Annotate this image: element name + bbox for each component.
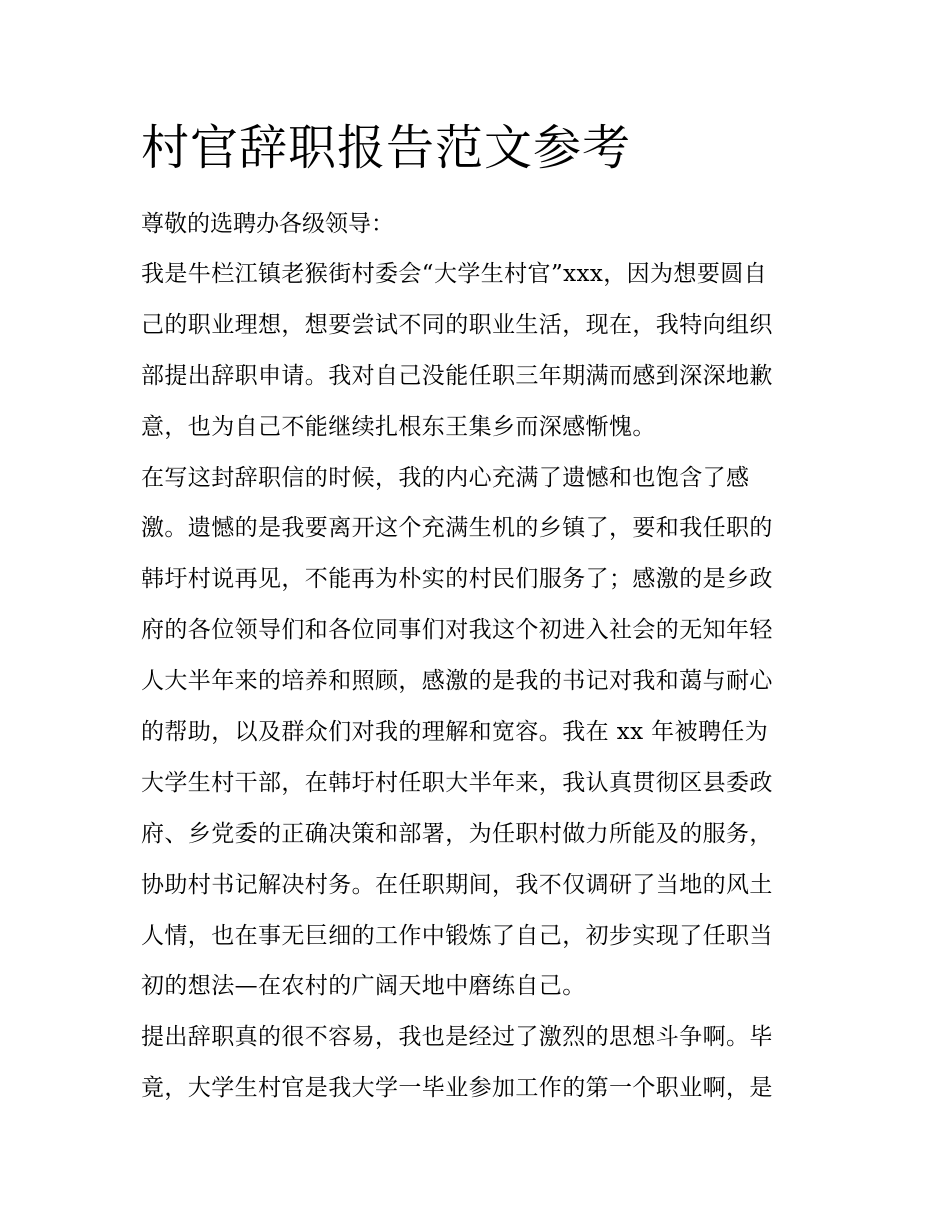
body-line: 府的各位领导们和各位同事们对我这个初进入社会的无知年轻 [141,617,773,644]
body-line: 府、乡党委的正确决策和部署，为任职村做力所能及的服务， [141,820,773,847]
document-title: 村官辞职报告范文参考 [141,120,632,176]
body-line: 人情，也在事无巨细的工作中锻炼了自己，初步实现了任职当 [141,922,773,949]
body-line: 初的想法—在农村的广阔天地中磨练自己。 [141,973,586,1000]
body-line: 部提出辞职申请。我对自己没能任职三年期满而感到深深地歉 [141,362,773,389]
body-line: 意，也为自己不能继续扎根东王集乡而深感惭愧。 [141,413,656,440]
body-line: 激。遗憾的是我要离开这个充满生机的乡镇了，要和我任职的 [141,515,773,542]
body-line: 协助村书记解决村务。在任职期间，我不仅调研了当地的风土 [141,871,773,898]
body-line: 大学生村干部，在韩圩村任职大半年来，我认真贯彻区县委政 [141,769,773,796]
body-line: 的帮助，以及群众们对我的理解和宽容。我在 xx 年被聘任为 [141,719,769,746]
salutation: 尊敬的选聘办各级领导： [141,211,394,237]
body-line: 提出辞职真的很不容易，我也是经过了激烈的思想斗争啊。毕 [141,1024,773,1051]
body-line: 己的职业理想，想要尝试不同的职业生活，现在，我特向组织 [141,311,773,338]
body-line: 人大半年来的培养和照顾，感激的是我的书记对我和蔼与耐心 [141,668,773,695]
body-line: 我是牛栏江镇老猴街村委会“大学生村官”xxx，因为想要圆自 [141,261,768,287]
body-text [141,254,813,1119]
body-line: 竟，大学生村官是我大学一毕业参加工作的第一个职业啊，是 [141,1075,773,1102]
body-line: 在写这封辞职信的时候，我的内心充满了遗憾和也饱含了感 [141,464,750,491]
body-line: 韩圩村说再见，不能再为朴实的村民们服务了；感激的是乡政 [141,566,773,593]
